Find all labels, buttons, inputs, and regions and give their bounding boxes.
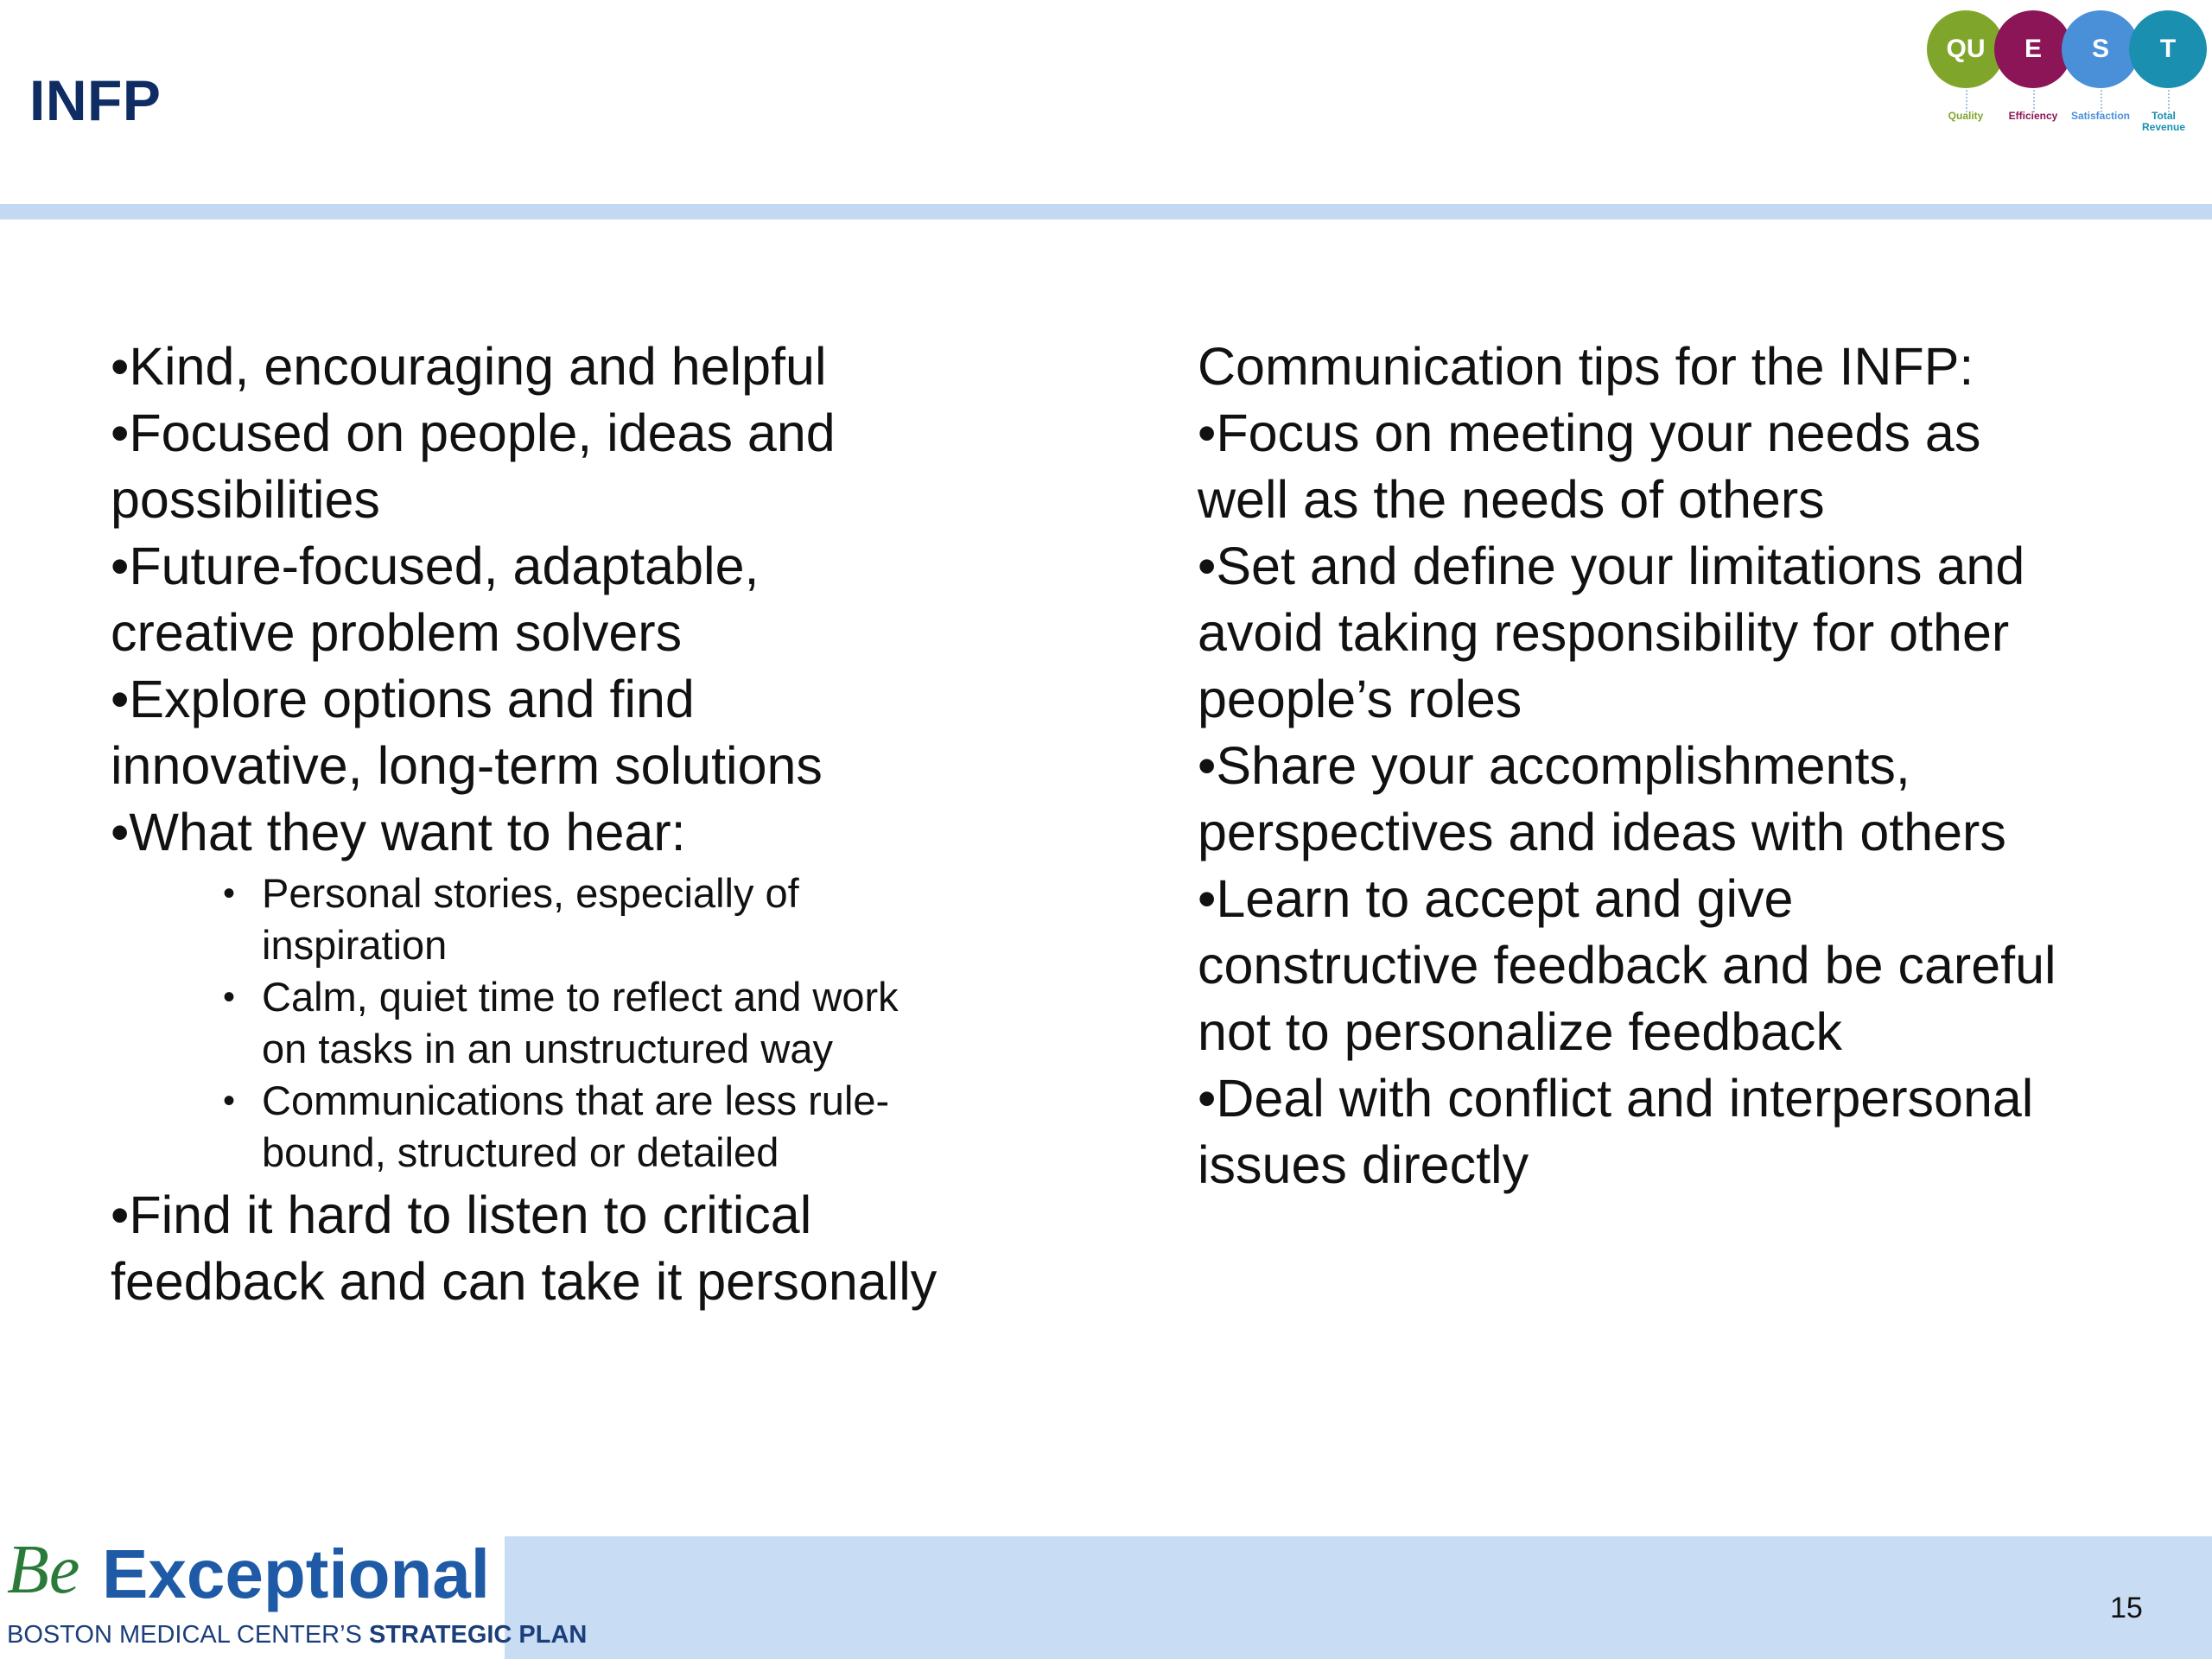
text-line: well as the needs of others	[1198, 470, 1825, 529]
communication-tips-heading: Communication tips for the INFP:	[1198, 337, 1974, 396]
sub-bullet-line: Personal stories, especially of	[262, 870, 799, 916]
text-line: people’s roles	[1198, 670, 1522, 728]
text-line: •Explore options and find	[111, 670, 695, 728]
text-line: •Find it hard to listen to critical	[111, 1185, 812, 1244]
logo-tagline	[7, 1621, 587, 1649]
quest-circle-efficiency: E	[1994, 10, 2072, 88]
left-column	[111, 334, 1113, 1315]
sub-bullet-line: Calm, quiet time to reflect and work	[262, 974, 899, 1020]
logo-tagline-bold: STRATEGIC PLAN	[368, 1621, 588, 1649]
text-line: avoid taking responsibility for other	[1198, 603, 2010, 662]
sub-bullet-item	[223, 1075, 1113, 1179]
quest-circle-total-revenue: T	[2129, 10, 2207, 88]
text-line: •Focus on meeting your needs as	[1198, 404, 1981, 462]
sub-bullet-line: inspiration	[262, 922, 448, 968]
text-line: innovative, long-term solutions	[111, 736, 823, 795]
logo-exceptional-text: Exceptional	[102, 1535, 491, 1612]
logo-tagline-prefix: BOSTON MEDICAL CENTER’S	[7, 1621, 362, 1649]
text-line: •Deal with conflict and interpersonal	[1198, 1069, 2034, 1128]
logo-be-text: Be	[7, 1532, 80, 1608]
slide-title: INFP	[29, 68, 162, 132]
footer-band	[505, 1536, 2212, 1659]
quest-caption-total-revenue: Total Revenue	[2141, 110, 2186, 133]
quest-circle-quality: QU	[1927, 10, 2005, 88]
text-line: perspectives and ideas with others	[1198, 803, 2006, 861]
quest-caption-efficiency: Efficiency	[2008, 110, 2058, 122]
text-line: not to personalize feedback	[1198, 1002, 1843, 1061]
quest-circle-satisfaction: S	[2062, 10, 2139, 88]
header-divider	[0, 204, 2212, 219]
text-line: constructive feedback and be careful	[1198, 936, 2056, 995]
left-trailing-lines	[111, 1182, 1113, 1315]
page-number: 15	[2110, 1592, 2143, 1624]
text-line: •What they want to hear:	[111, 803, 686, 861]
text-line: •Kind, encouraging and helpful	[111, 337, 827, 396]
text-line: •Learn to accept and give	[1198, 869, 1794, 928]
right-column	[1198, 334, 2200, 1198]
sub-bullet-line: Communications that are less rule-	[262, 1077, 890, 1123]
sub-bullet-item	[223, 971, 1113, 1075]
bullet-icon: •	[223, 978, 236, 1016]
sub-bullet-item	[223, 868, 1113, 971]
quest-caption-quality: Quality	[1948, 110, 1984, 122]
text-line: •Focused on people, ideas and	[111, 404, 836, 462]
text-line: possibilities	[111, 470, 380, 529]
text-line: •Set and define your limitations and	[1198, 537, 2025, 595]
sub-bullet-list	[223, 868, 1113, 1179]
text-line: •Future-focused, adaptable,	[111, 537, 760, 595]
text-line: issues directly	[1198, 1135, 1529, 1194]
left-main-lines	[111, 334, 1113, 866]
text-line: feedback and can take it personally	[111, 1252, 938, 1311]
sub-bullet-line: bound, structured or detailed	[262, 1129, 779, 1175]
bullet-icon: •	[223, 874, 236, 912]
bullet-icon: •	[223, 1082, 236, 1120]
quest-logo	[1927, 7, 2212, 137]
sub-bullet-line: on tasks in an unstructured way	[262, 1026, 833, 1071]
text-line: •Share your accomplishments,	[1198, 736, 1910, 795]
quest-caption-satisfaction: Satisfaction	[2070, 110, 2130, 122]
text-line: creative problem solvers	[111, 603, 683, 662]
be-exceptional-logo	[7, 1531, 588, 1659]
